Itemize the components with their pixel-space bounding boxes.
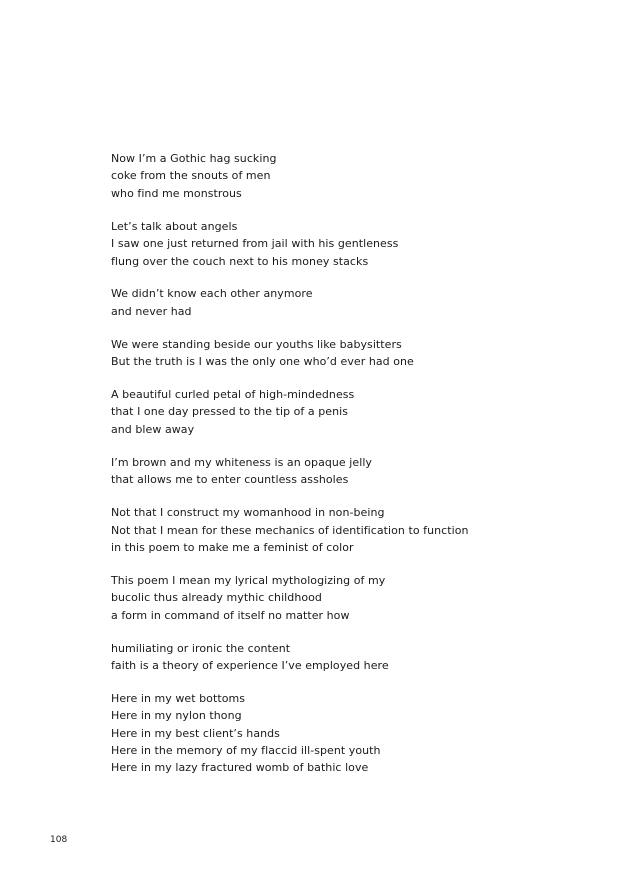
stanza-9 xyxy=(111,640,591,675)
poem-line: that I one day pressed to the tip of a penis xyxy=(111,405,348,419)
poem-line: humiliating or ironic the content xyxy=(111,641,291,655)
poem-line: Here in my best client’s hands xyxy=(111,726,280,740)
stanza-2 xyxy=(111,218,591,270)
stanza-3 xyxy=(111,285,591,320)
poem-line: We were standing beside our youths like babysitters xyxy=(111,337,402,351)
poem-line: flung over the couch next to his money stacks xyxy=(111,254,369,268)
poem-line: I’m brown and my whiteness is an opaque jelly xyxy=(111,455,372,469)
poem-line: Let’s talk about angels xyxy=(111,219,238,233)
poem-line: and never had xyxy=(111,304,192,318)
stanza-5 xyxy=(111,386,591,438)
poem-line: But the truth is I was the only one who’d ever had one xyxy=(111,355,414,369)
poem-line: This poem I mean my lyrical mythologizing of my xyxy=(111,573,386,587)
poem-line: faith is a theory of experience I’ve employed here xyxy=(111,658,389,672)
poem-line: a form in command of itself no matter how xyxy=(111,608,350,622)
poem-line: Here in my wet bottoms xyxy=(111,691,246,705)
poem-line: We didn’t know each other anymore xyxy=(111,287,313,301)
page-number: 108 xyxy=(50,835,68,845)
poem-line: Not that I mean for these mechanics of identification to function xyxy=(111,523,469,537)
poem-line: I saw one just returned from jail with his gentleness xyxy=(111,237,399,251)
poem-line: A beautiful curled petal of high-mindedness xyxy=(111,388,355,402)
poem-line: and blew away xyxy=(111,422,195,436)
poem-line: Here in the memory of my flaccid ill-spent youth xyxy=(111,744,381,758)
poem-body xyxy=(111,150,591,792)
poem-line: Not that I construct my womanhood in non-being xyxy=(111,506,385,520)
poem-line: Here in my lazy fractured womb of bathic love xyxy=(111,761,369,775)
poem-line: that allows me to enter countless assholes xyxy=(111,473,349,487)
poem-line: Now I’m a Gothic hag sucking xyxy=(111,152,277,165)
poem-line: coke from the snouts of men xyxy=(111,169,271,183)
stanza-6 xyxy=(111,454,591,489)
stanza-7 xyxy=(111,504,591,556)
stanza-1 xyxy=(111,150,591,202)
stanza-10 xyxy=(111,690,591,777)
poem-line: Here in my nylon thong xyxy=(111,709,242,723)
poem-line: who find me monstrous xyxy=(111,186,242,200)
stanza-8 xyxy=(111,572,591,624)
stanza-4 xyxy=(111,336,591,371)
poem-line: in this poem to make me a feminist of color xyxy=(111,540,354,554)
poem-line: bucolic thus already mythic childhood xyxy=(111,591,322,605)
